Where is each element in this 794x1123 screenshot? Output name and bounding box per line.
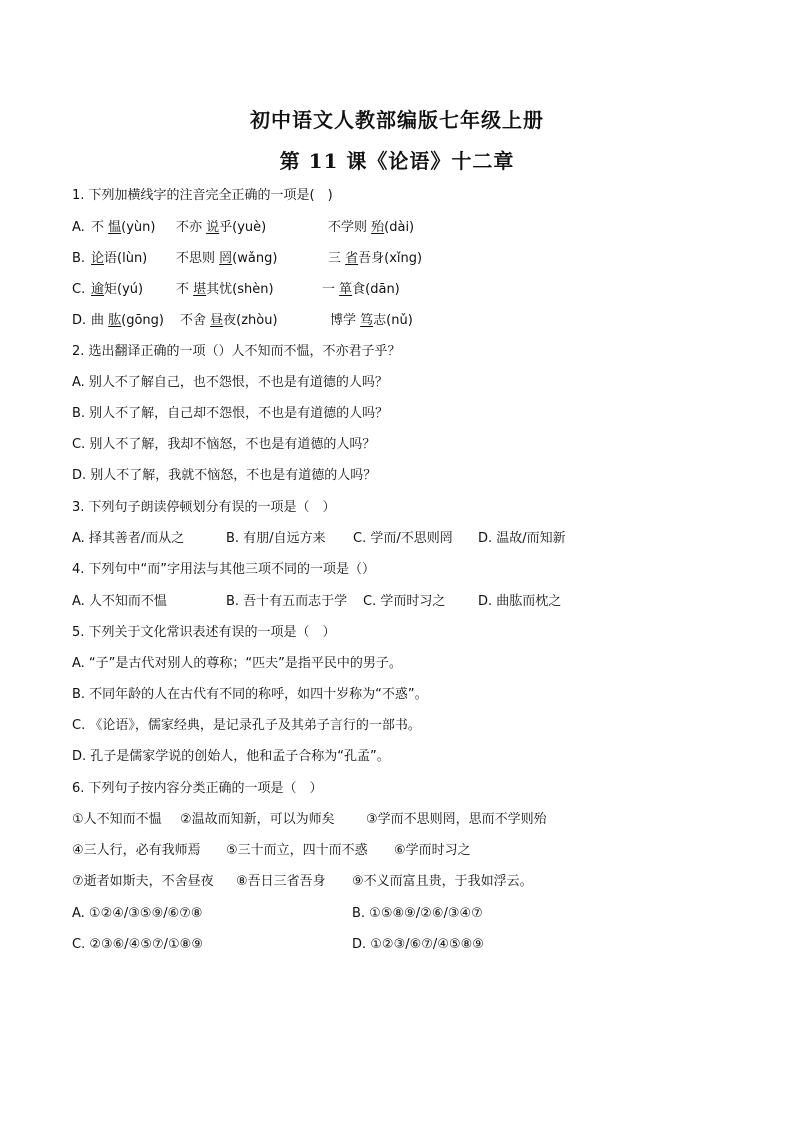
sentence-item: ④三人行，必有我师焉 — [72, 843, 201, 858]
option-item-2: 不亦 说乎(yuè) — [176, 220, 267, 235]
question-3-option-b: B. 有朋/自远方来 — [226, 531, 326, 546]
question-4-option-b: B. 吾十有五而志于学 — [226, 594, 348, 609]
question-4-option-a: A. 人不知而不愠 — [72, 594, 167, 609]
question-4-stem: 4. 下列句中“而”字用法与其他三项不同的一项是（） — [72, 562, 376, 577]
question-2-stem: 2. 选出翻译正确的一项（）人不知而不愠，不亦君子乎？ — [72, 344, 401, 359]
option-item-3: 不学则 殆(dài) — [328, 220, 415, 235]
sentence-item: ⑥学而时习之 — [394, 843, 471, 858]
sentence-item: ①人不知而不愠 — [72, 812, 162, 827]
question-2-option-b: B. 别人不了解，自己却不怨恨，不也是有道德的人吗？ — [72, 406, 389, 421]
question-4-option-d: D. 曲肱而枕之 — [478, 594, 562, 609]
option-item-2: 不舍 昼夜(zhòu) — [180, 313, 278, 328]
question-5-option-c: C. 《论语》，儒家经典，是记录孔子及其弟子言行的一部书。 — [72, 718, 421, 733]
sentence-item: ⑦逝者如斯夫，不舍昼夜 — [72, 874, 214, 889]
sentence-item: ③学而不思则罔，思而不学则殆 — [366, 812, 547, 827]
option-label: B. — [72, 251, 86, 266]
question-3-option-c: C. 学而/不思则罔 — [353, 531, 453, 546]
question-2-option-a: A. 别人不了解自己，也不怨恨，不也是有道德的人吗？ — [72, 375, 388, 390]
sentence-item: ⑤三十而立，四十而不惑 — [226, 843, 368, 858]
question-3-option-d: D. 温故/而知新 — [478, 531, 566, 546]
question-6-option-d: D. ①②③/⑥⑦/④⑤⑧⑨ — [352, 937, 484, 952]
option-item-1: 不 愠(yùn) — [91, 220, 156, 235]
option-label: A. — [72, 220, 85, 235]
question-6-option-a: A. ①②④/③⑤⑨/⑥⑦⑧ — [72, 906, 203, 921]
option-item-1: 论语(lùn) — [91, 251, 148, 266]
question-5-option-d: D. 孔子是儒家学说的创始人，他和孟子合称为“孔孟”。 — [72, 749, 390, 764]
sentence-item: ②温故而知新，可以为师矣 — [180, 812, 335, 827]
option-item-3: 三 省吾身(xǐng) — [328, 251, 423, 266]
document-title: 初中语文人教部编版七年级上册 — [250, 108, 544, 132]
option-item-2: 不 堪其忧(shèn) — [176, 282, 274, 297]
question-2-option-c: C. 别人不了解，我却不恼怒，不也是有道德的人吗？ — [72, 437, 376, 452]
sentence-item: ⑨不义而富且贵，于我如浮云。 — [352, 874, 533, 889]
question-6-option-c: C. ②③⑥/④⑤⑦/①⑧⑨ — [72, 937, 203, 952]
option-item-3: 博学 笃志(nǔ) — [330, 313, 413, 328]
sentence-item: ⑧吾日三省吾身 — [236, 874, 326, 889]
option-item-3: 一 箪食(dān) — [322, 282, 400, 297]
lesson-title: 第 11 课《论语》十二章 — [279, 149, 515, 173]
question-5-option-b: B. 不同年龄的人在古代有不同的称呼，如四十岁称为“不惑”。 — [72, 687, 428, 702]
question-3-option-a: A. 择其善者/而从之 — [72, 531, 185, 546]
question-6-stem: 6. 下列句子按内容分类正确的一项是（ ） — [72, 781, 323, 796]
question-6-option-b: B. ①⑤⑧⑨/②⑥/③④⑦ — [352, 906, 483, 921]
option-item-1: 曲 肱(gōng) — [91, 313, 164, 328]
question-2-option-d: D. 别人不了解，我就不恼怒，不也是有道德的人吗？ — [72, 468, 377, 483]
option-label: C. — [72, 282, 86, 297]
question-5-stem: 5. 下列关于文化常识表述有误的一项是（ ） — [72, 625, 336, 640]
question-1-stem: 1. 下列加横线字的注音完全正确的一项是( ) — [72, 188, 333, 203]
question-4-option-c: C. 学而时习之 — [363, 594, 446, 609]
question-3-stem: 3. 下列句子朗读停顿划分有误的一项是（ ） — [72, 500, 336, 515]
question-5-option-a: A. “子”是古代对别人的尊称；“匹夫”是指平民中的男子。 — [72, 656, 402, 671]
option-item-1: 逾矩(yú) — [91, 282, 144, 297]
option-label: D. — [72, 313, 87, 328]
option-item-2: 不思则 罔(wǎng) — [176, 251, 278, 266]
